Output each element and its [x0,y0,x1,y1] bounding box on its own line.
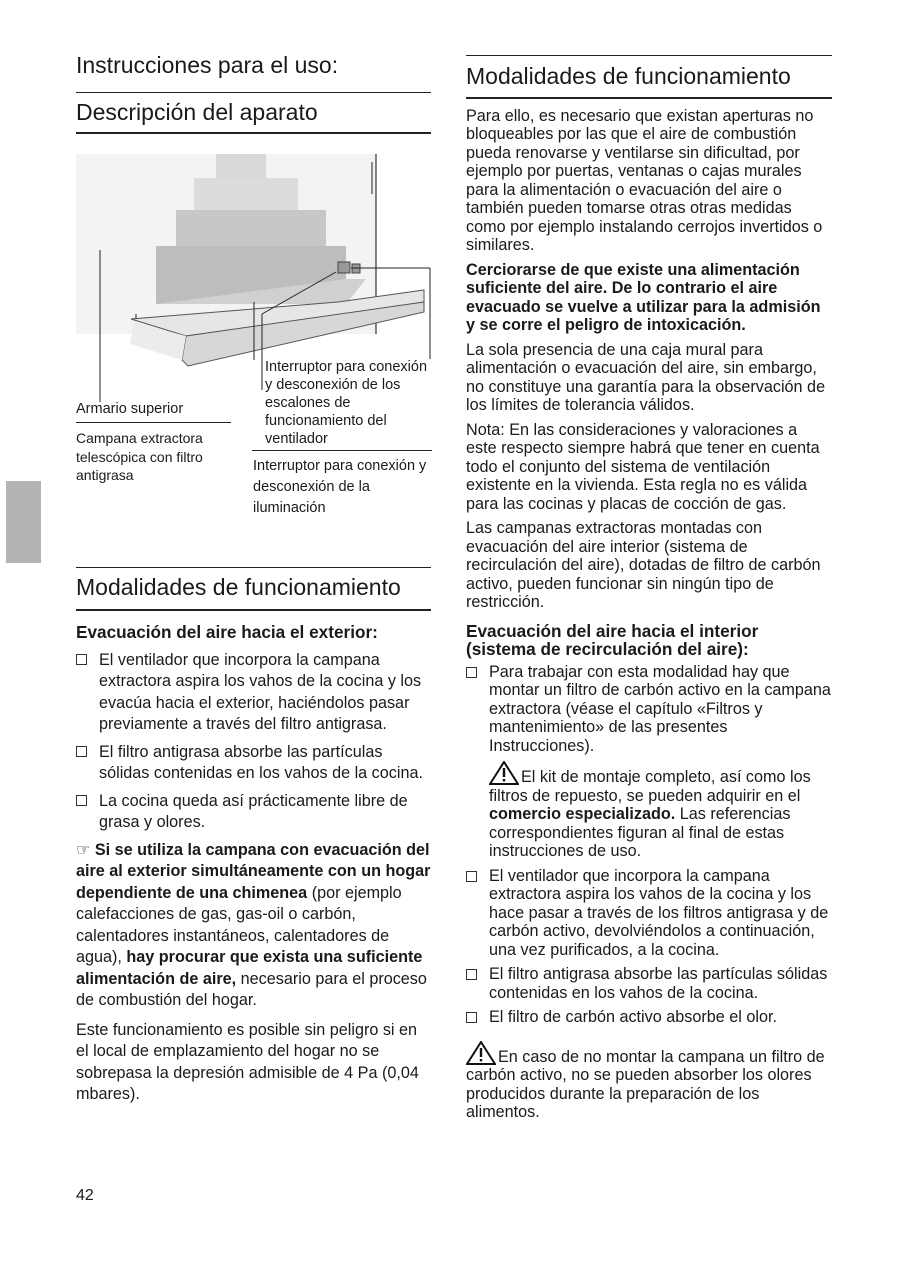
divider [76,567,431,568]
left-column [76,40,431,1114]
list-item: El filtro antigrasa absorbe las partículas sólidas contenidas en los vahos de la cocina. [466,965,832,1002]
paragraph: Las campanas extractoras montadas con evacuación del aire interior (sistema de recirculación del aire), dotadas de filtro de carbón activo, pueden funcionar sin ningún tipo de restricción. [466,519,821,612]
warning-triangle-icon [489,761,519,785]
checkbox-bullet-icon [76,654,87,665]
label-interruptor-iluminacion: Interruptor para conexión y desconexión de la iluminación [253,458,427,517]
divider [76,92,431,93]
chimney-note: ☞ Si se utiliza la campana con evacuación del aire al exterior simultáneamente con un hogar dependiente de una chimenea (por ejemplo calefacciones de gas, gas-oil o carbón, calentadores instantáneos, calentadores de agua), hay procurar que exista una suficiente alimentación de aire, necesario para el proceso de combustión del hogar. [76,840,431,1010]
section-title-modalidades: Modalidades de funcionamiento [76,574,401,601]
label-campana-extractora: Campana extractora telescópica con filtro antigrasa [76,430,203,484]
list-item: El filtro antigrasa absorbe las partículas sólidas contenidas en los vahos de la cocina. [76,742,431,785]
document-title: Instrucciones para el uso: [76,52,339,78]
paragraph: Este funcionamiento es posible sin peligro si en el local de emplazamiento del hogar no se sobrepasa la depresión admisible de 4 Pa (0,04 mbares). [76,1020,419,1104]
kit-warning: El kit de montaje completo, así como los filtros de repuesto, se pueden adquirir en el comercio especializado. Las referencias correspondientes figuran al final de estas instrucciones de uso. [489,761,832,861]
list-item: El filtro de carbón activo absorbe el olor. [466,1008,832,1027]
checkbox-bullet-icon [466,667,477,678]
carbon-filter-warning: En caso de no montar la campana un filtro de carbón activo, no se pueden absorber los olores producidos durante la preparación de los alimentos. [466,1041,832,1122]
checkbox-bullet-icon [466,1012,477,1023]
pointing-hand-icon: ☞ [76,841,91,859]
divider [466,97,832,99]
warning-paragraph: Cerciorarse de que existe una alimentación suficiente del aire. De lo contrario el aire evacuado se vuelve a utilizar para la admisión y se corre el peligro de intoxicación. [466,260,821,335]
list-item: Para trabajar con esta modalidad hay que montar un filtro de carbón activo en la campana extractora (véase el capítulo «Filtros y mantenimiento» de las presentes Instrucciones). [466,663,832,756]
warning-triangle-icon [466,1041,496,1065]
section-title-descripcion: Descripción del aparato [76,98,318,125]
label-interruptor-ventilador: Interruptor para conexión y desconexión de los escalones de funcionamiento del ventilador [265,359,428,448]
list-item: El ventilador que incorpora la campana extractora aspira los vahos de la cocina y los hace pasar a través de los filtros antigrasa y de carbón activo, devolviéndolos a continuación, una vez purificados, a la cocina. [466,867,832,960]
right-column [466,55,832,1128]
list-item: La cocina queda así prácticamente libre de grasa y olores. [76,791,431,834]
divider [466,55,832,56]
list-item: El ventilador que incorpora la campana extractora aspira los vahos de la cocina y los evacúa hacia el exterior, haciéndolos pasar previamente a través del filtro antigrasa. [76,650,431,736]
paragraph: Para ello, es necesario que existan aperturas no bloqueables por las que el aire de combustión pueda renovarse y ventilarse sin dificultad, por ejemplo por puertas, ventanas o cajas murales para la alimentación o evacuación del aire o también pueden tomarse otras otras medidas como por ejemplo instalando cerrojos invertidos o similares. [466,106,823,255]
subheading-evacuacion-interior: Evacuación del aire hacia el interior (sistema de recirculación del aire): [466,620,759,659]
label-line [76,422,231,423]
section-title-modalidades-right: Modalidades de funcionamiento [466,63,791,89]
section-tab [6,481,41,563]
page-number: 42 [76,1187,94,1204]
checkbox-bullet-icon [76,746,87,757]
note-paragraph: Nota: En las consideraciones y valoraciones a este respecto siempre habrá que tener en cuenta todo el conjunto del sistema de ventilación existente en la vivienda. Esta regla no es válida para las cocinas y placas de cocción de gas. [466,420,820,513]
divider [76,609,431,611]
paragraph: La sola presencia de una caja mural para alimentación o evacuación del aire, sin embargo, no constituye una garantía para la observación de los límites de tolerancia válidos. [466,340,826,415]
label-armario-superior: Armario superior [76,401,184,418]
subheading-evacuacion-exterior: Evacuación del aire hacia el exterior: [76,621,378,642]
appliance-figure [76,154,436,564]
label-line [252,450,432,451]
checkbox-bullet-icon [76,795,87,806]
checkbox-bullet-icon [466,969,477,980]
checkbox-bullet-icon [466,871,477,882]
divider [76,132,431,134]
